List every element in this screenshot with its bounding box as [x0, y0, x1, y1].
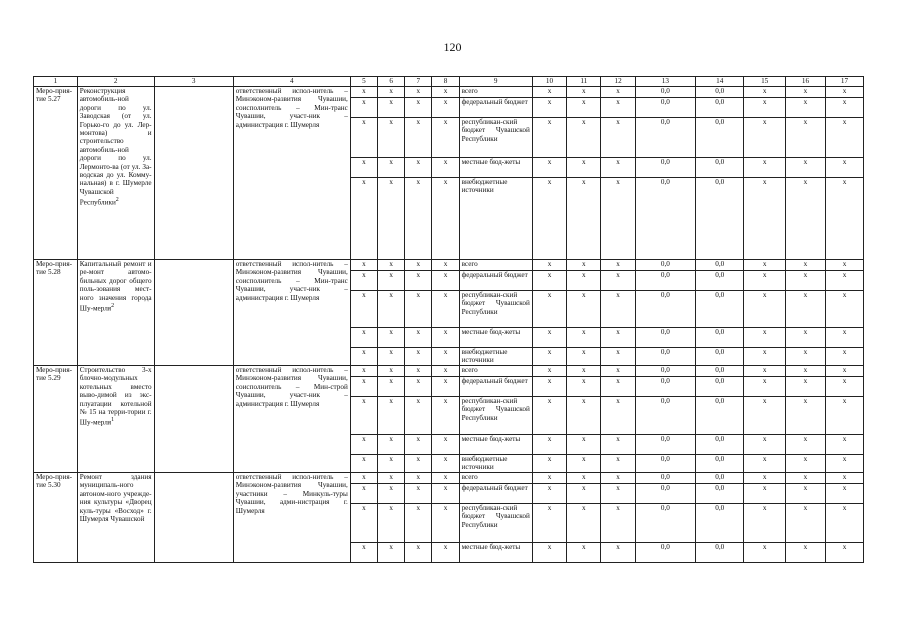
x-mark: х [350, 377, 377, 397]
x-mark: х [601, 377, 635, 397]
x-mark: х [567, 291, 601, 328]
x-mark: х [532, 543, 566, 563]
x-mark: х [601, 435, 635, 455]
funding-source: местные бюд-жеты [459, 543, 532, 563]
x-mark: х [378, 260, 405, 271]
measure-executors: ответственный испол-нитель – Минэконом-развития Чувашии, соисполнитель – Мин-транс Чувашии, участ-ник – администрация г. Шумерля [233, 260, 350, 366]
x-mark: х [432, 504, 459, 543]
x-mark: х [601, 504, 635, 543]
x-mark: х [350, 271, 377, 291]
x-mark: х [601, 98, 635, 118]
x-mark: х [744, 397, 785, 435]
x-mark: х [405, 435, 432, 455]
x-mark: х [601, 473, 635, 484]
x-mark: х [378, 271, 405, 291]
x-mark: х [826, 543, 864, 563]
page-number: 120 [443, 40, 462, 54]
funding-source: всего [459, 87, 532, 98]
x-mark: х [532, 504, 566, 543]
x-mark: х [785, 178, 825, 260]
x-mark: х [405, 543, 432, 563]
x-mark: х [826, 98, 864, 118]
x-mark: х [432, 397, 459, 435]
x-mark: х [785, 98, 825, 118]
x-mark: х [405, 366, 432, 377]
x-mark: х [532, 435, 566, 455]
x-mark: х [601, 178, 635, 260]
measure-id: Меро-прия-тие 5.30 [34, 473, 78, 563]
x-mark: х [601, 484, 635, 504]
table-row [34, 260, 864, 271]
x-mark: х [532, 98, 566, 118]
x-mark: х [785, 348, 825, 366]
x-mark: х [826, 291, 864, 328]
zero-value: 0,0 [696, 366, 744, 377]
x-mark: х [432, 484, 459, 504]
x-mark: х [378, 328, 405, 348]
funding-source: республикан-ский бюджет Чувашской Республики [459, 504, 532, 543]
x-mark: х [378, 348, 405, 366]
x-mark: х [532, 397, 566, 435]
x-mark: х [785, 377, 825, 397]
x-mark: х [405, 98, 432, 118]
column-number: 14 [696, 77, 744, 87]
x-mark: х [785, 397, 825, 435]
x-mark: х [405, 504, 432, 543]
zero-value: 0,0 [635, 484, 695, 504]
x-mark: х [405, 178, 432, 260]
x-mark: х [744, 178, 785, 260]
measure-name: Капитальный ремонт и ре-монт автомо-бильных дорог общего поль-зования мест-ного значения города Шу-мерля$^2$ [77, 260, 154, 366]
x-mark: х [432, 348, 459, 366]
zero-value: 0,0 [635, 118, 695, 158]
x-mark: х [405, 397, 432, 435]
funding-source: республикан-ский бюджет Чувашской Республики [459, 291, 532, 328]
x-mark: х [350, 98, 377, 118]
zero-value: 0,0 [635, 473, 695, 484]
column-number: 1 [34, 77, 78, 87]
x-mark: х [378, 158, 405, 178]
x-mark: х [601, 158, 635, 178]
funding-source: федеральный бюджет [459, 98, 532, 118]
zero-value: 0,0 [696, 291, 744, 328]
x-mark: х [567, 118, 601, 158]
x-mark: х [432, 435, 459, 455]
x-mark: х [567, 504, 601, 543]
x-mark: х [826, 377, 864, 397]
x-mark: х [378, 397, 405, 435]
x-mark: х [601, 118, 635, 158]
measures-table [33, 76, 864, 563]
column-number: 7 [405, 77, 432, 87]
measure-id: Меро-прия-тие 5.27 [34, 87, 78, 260]
column-number: 2 [77, 77, 154, 87]
x-mark: х [532, 271, 566, 291]
x-mark: х [567, 543, 601, 563]
zero-value: 0,0 [696, 504, 744, 543]
x-mark: х [744, 87, 785, 98]
x-mark: х [378, 87, 405, 98]
x-mark: х [785, 158, 825, 178]
footnote-mark: 2 [111, 303, 115, 310]
x-mark: х [405, 271, 432, 291]
x-mark: х [432, 455, 459, 473]
x-mark: х [744, 473, 785, 484]
measure-executors: ответственный испол-нитель – Минэконом-развития Чувашии, соисполнитель – Мин-строй Чувашии, участ-ник – администрация г. Шумерля [233, 366, 350, 473]
funding-source: внебюджетные источники [459, 455, 532, 473]
empty-cell [154, 473, 233, 563]
footnote-mark: 2 [115, 197, 119, 204]
x-mark: х [532, 455, 566, 473]
x-mark: х [405, 158, 432, 178]
x-mark: х [432, 377, 459, 397]
x-mark: х [432, 473, 459, 484]
x-mark: х [601, 291, 635, 328]
zero-value: 0,0 [696, 118, 744, 158]
x-mark: х [567, 397, 601, 435]
x-mark: х [744, 435, 785, 455]
x-mark: х [378, 98, 405, 118]
x-mark: х [432, 260, 459, 271]
measure-name: Строительство 3-х блочно-модульных котельных вместо выво-димой из экс-плуатации котельной № 15 на терри-тории г. Шу-мерля$^1$ [77, 366, 154, 473]
funding-source: республикан-ский бюджет Чувашской Республики [459, 397, 532, 435]
zero-value: 0,0 [635, 377, 695, 397]
x-mark: х [744, 366, 785, 377]
x-mark: х [785, 435, 825, 455]
x-mark: х [350, 328, 377, 348]
zero-value: 0,0 [635, 455, 695, 473]
zero-value: 0,0 [635, 348, 695, 366]
x-mark: х [785, 543, 825, 563]
x-mark: х [567, 348, 601, 366]
x-mark: х [432, 98, 459, 118]
x-mark: х [378, 455, 405, 473]
x-mark: х [567, 178, 601, 260]
x-mark: х [405, 455, 432, 473]
column-number: 4 [233, 77, 350, 87]
x-mark: х [567, 473, 601, 484]
x-mark: х [350, 87, 377, 98]
funding-source: местные бюд-жеты [459, 435, 532, 455]
x-mark: х [532, 484, 566, 504]
x-mark: х [350, 260, 377, 271]
column-number: 3 [154, 77, 233, 87]
x-mark: х [378, 366, 405, 377]
x-mark: х [350, 435, 377, 455]
zero-value: 0,0 [635, 397, 695, 435]
x-mark: х [744, 118, 785, 158]
zero-value: 0,0 [696, 271, 744, 291]
zero-value: 0,0 [635, 543, 695, 563]
measure-executors: ответственный испол-нитель – Минэконом-развития Чувашии, участники – Минкуль-туры Чувашии, адми-нистрация г. Шумерля [233, 473, 350, 563]
x-mark: х [532, 377, 566, 397]
x-mark: х [567, 87, 601, 98]
x-mark: х [532, 348, 566, 366]
x-mark: х [826, 455, 864, 473]
x-mark: х [785, 504, 825, 543]
x-mark: х [601, 397, 635, 435]
x-mark: х [432, 366, 459, 377]
x-mark: х [432, 328, 459, 348]
zero-value: 0,0 [696, 87, 744, 98]
x-mark: х [785, 260, 825, 271]
zero-value: 0,0 [635, 504, 695, 543]
x-mark: х [567, 158, 601, 178]
x-mark: х [378, 178, 405, 260]
zero-value: 0,0 [696, 348, 744, 366]
zero-value: 0,0 [696, 328, 744, 348]
funding-source: федеральный бюджет [459, 484, 532, 504]
table-row [34, 473, 864, 484]
x-mark: х [826, 435, 864, 455]
x-mark: х [405, 377, 432, 397]
x-mark: х [350, 455, 377, 473]
funding-source: местные бюд-жеты [459, 328, 532, 348]
empty-cell [154, 87, 233, 260]
x-mark: х [601, 271, 635, 291]
column-number: 12 [601, 77, 635, 87]
x-mark: х [350, 397, 377, 435]
zero-value: 0,0 [635, 178, 695, 260]
x-mark: х [350, 178, 377, 260]
zero-value: 0,0 [635, 87, 695, 98]
x-mark: х [826, 271, 864, 291]
x-mark: х [350, 158, 377, 178]
x-mark: х [532, 291, 566, 328]
x-mark: х [826, 504, 864, 543]
x-mark: х [350, 118, 377, 158]
x-mark: х [826, 260, 864, 271]
x-mark: х [826, 87, 864, 98]
x-mark: х [826, 328, 864, 348]
column-number: 10 [532, 77, 566, 87]
x-mark: х [601, 543, 635, 563]
x-mark: х [532, 158, 566, 178]
x-mark: х [378, 473, 405, 484]
column-number: 15 [744, 77, 785, 87]
zero-value: 0,0 [696, 473, 744, 484]
x-mark: х [567, 260, 601, 271]
x-mark: х [350, 348, 377, 366]
table-row [34, 87, 864, 98]
x-mark: х [826, 178, 864, 260]
x-mark: х [567, 366, 601, 377]
x-mark: х [785, 328, 825, 348]
zero-value: 0,0 [696, 260, 744, 271]
zero-value: 0,0 [696, 543, 744, 563]
x-mark: х [378, 543, 405, 563]
x-mark: х [744, 484, 785, 504]
x-mark: х [785, 271, 825, 291]
x-mark: х [567, 455, 601, 473]
funding-source: федеральный бюджет [459, 271, 532, 291]
x-mark: х [532, 328, 566, 348]
zero-value: 0,0 [696, 377, 744, 397]
x-mark: х [567, 377, 601, 397]
funding-source: внебюджетные источники [459, 348, 532, 366]
x-mark: х [601, 260, 635, 271]
x-mark: х [405, 348, 432, 366]
x-mark: х [744, 504, 785, 543]
x-mark: х [405, 291, 432, 328]
x-mark: х [567, 435, 601, 455]
x-mark: х [405, 87, 432, 98]
x-mark: х [567, 271, 601, 291]
column-number: 17 [826, 77, 864, 87]
x-mark: х [567, 98, 601, 118]
column-number: 13 [635, 77, 695, 87]
zero-value: 0,0 [696, 178, 744, 260]
zero-value: 0,0 [696, 158, 744, 178]
x-mark: х [378, 435, 405, 455]
measure-id: Меро-прия-тие 5.29 [34, 366, 78, 473]
x-mark: х [405, 328, 432, 348]
funding-source: всего [459, 260, 532, 271]
x-mark: х [432, 543, 459, 563]
x-mark: х [432, 178, 459, 260]
zero-value: 0,0 [635, 435, 695, 455]
x-mark: х [532, 473, 566, 484]
x-mark: х [785, 87, 825, 98]
x-mark: х [350, 504, 377, 543]
x-mark: х [826, 397, 864, 435]
zero-value: 0,0 [696, 484, 744, 504]
x-mark: х [601, 348, 635, 366]
x-mark: х [601, 328, 635, 348]
funding-source: всего [459, 366, 532, 377]
funding-source: республикан-ский бюджет Чувашской Республики [459, 118, 532, 158]
x-mark: х [532, 178, 566, 260]
x-mark: х [432, 87, 459, 98]
x-mark: х [744, 98, 785, 118]
x-mark: х [744, 377, 785, 397]
x-mark: х [826, 484, 864, 504]
measure-executors: ответственный испол-нитель – Минэконом-развития Чувашии, соисполнитель – Мин-транс Чувашии, участ-ник – администрация г. Шумерля [233, 87, 350, 260]
zero-value: 0,0 [696, 435, 744, 455]
x-mark: х [601, 366, 635, 377]
x-mark: х [378, 291, 405, 328]
x-mark: х [378, 484, 405, 504]
x-mark: х [378, 118, 405, 158]
funding-source: всего [459, 473, 532, 484]
zero-value: 0,0 [696, 455, 744, 473]
x-mark: х [826, 366, 864, 377]
x-mark: х [785, 455, 825, 473]
x-mark: х [350, 366, 377, 377]
table-row [34, 366, 864, 377]
x-mark: х [744, 291, 785, 328]
zero-value: 0,0 [635, 271, 695, 291]
x-mark: х [785, 473, 825, 484]
x-mark: х [378, 377, 405, 397]
x-mark: х [785, 484, 825, 504]
x-mark: х [532, 87, 566, 98]
x-mark: х [350, 543, 377, 563]
zero-value: 0,0 [696, 397, 744, 435]
x-mark: х [350, 473, 377, 484]
x-mark: х [744, 455, 785, 473]
measure-name: Реконструкция автомобиль-ной дороги по ул. Заводская (от ул. Горько-го до ул. Лер-монтова) и строительство автомобиль-ной дороги по ул. Лермонто-ва (от ул. За-водская до ул. Комму-нальная) в г. Шумерле Чувашской Республики$^2$ [77, 87, 154, 260]
column-number: 8 [432, 77, 459, 87]
x-mark: х [532, 260, 566, 271]
measure-id: Меро-прия-тие 5.28 [34, 260, 78, 366]
funding-source: внебюджетные источники [459, 178, 532, 260]
empty-cell [154, 366, 233, 473]
x-mark: х [567, 328, 601, 348]
column-number: 5 [350, 77, 377, 87]
x-mark: х [744, 348, 785, 366]
x-mark: х [432, 118, 459, 158]
x-mark: х [432, 271, 459, 291]
x-mark: х [432, 291, 459, 328]
zero-value: 0,0 [635, 98, 695, 118]
column-number: 11 [567, 77, 601, 87]
x-mark: х [744, 328, 785, 348]
x-mark: х [532, 118, 566, 158]
x-mark: х [744, 158, 785, 178]
x-mark: х [785, 366, 825, 377]
x-mark: х [785, 291, 825, 328]
zero-value: 0,0 [696, 98, 744, 118]
funding-source: федеральный бюджет [459, 377, 532, 397]
x-mark: х [405, 118, 432, 158]
x-mark: х [744, 543, 785, 563]
footnote-mark: 1 [111, 417, 115, 424]
x-mark: х [826, 158, 864, 178]
x-mark: х [532, 366, 566, 377]
x-mark: х [405, 473, 432, 484]
x-mark: х [601, 87, 635, 98]
funding-source: местные бюд-жеты [459, 158, 532, 178]
x-mark: х [378, 504, 405, 543]
x-mark: х [432, 158, 459, 178]
x-mark: х [826, 473, 864, 484]
zero-value: 0,0 [635, 366, 695, 377]
x-mark: х [567, 484, 601, 504]
x-mark: х [350, 484, 377, 504]
x-mark: х [601, 455, 635, 473]
zero-value: 0,0 [635, 260, 695, 271]
column-number: 9 [459, 77, 532, 87]
x-mark: х [785, 118, 825, 158]
column-number: 6 [378, 77, 405, 87]
zero-value: 0,0 [635, 328, 695, 348]
header-row [34, 77, 864, 87]
zero-value: 0,0 [635, 291, 695, 328]
x-mark: х [405, 260, 432, 271]
x-mark: х [744, 271, 785, 291]
x-mark: х [744, 260, 785, 271]
column-number: 16 [785, 77, 825, 87]
x-mark: х [405, 484, 432, 504]
empty-cell [154, 260, 233, 366]
x-mark: х [350, 291, 377, 328]
measure-name: Ремонт здания муниципаль-ного автоном-ного учрежде-ния культуры «Дворец куль-туры «Восход» г. Шумерля Чувашской [77, 473, 154, 563]
x-mark: х [826, 348, 864, 366]
zero-value: 0,0 [635, 158, 695, 178]
x-mark: х [826, 118, 864, 158]
